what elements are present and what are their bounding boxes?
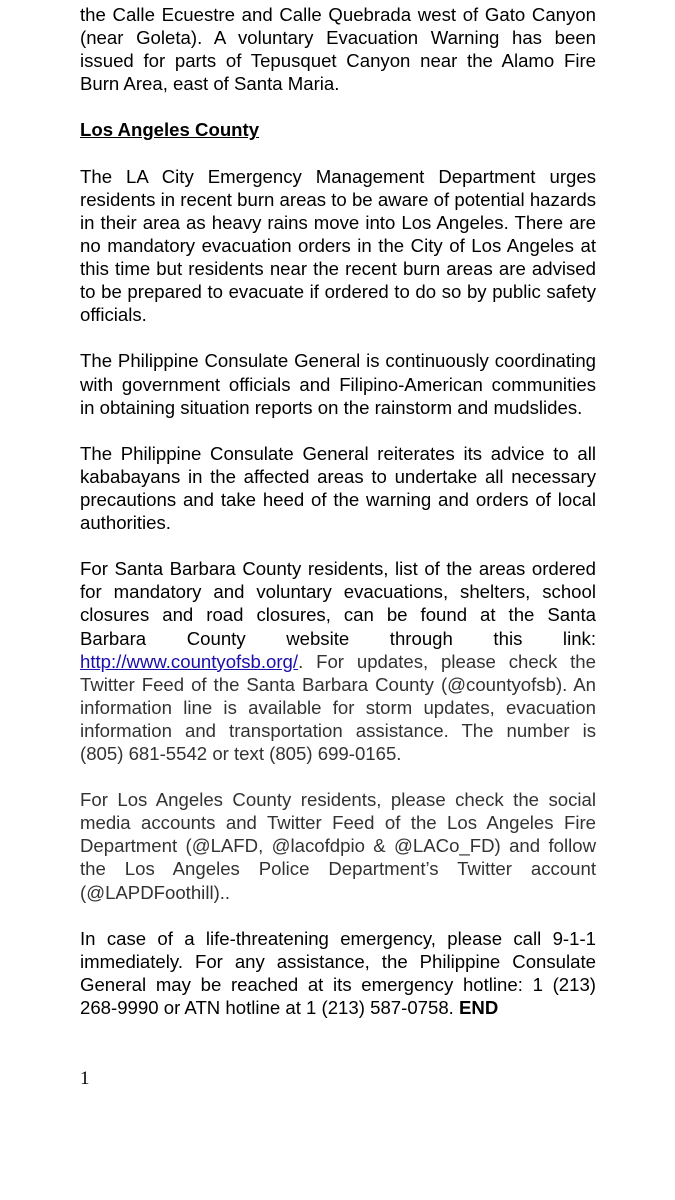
santa-barbara-text-before-link: For Santa Barbara County residents, list of the areas ordered for mandatory and voluntary evacuations, shelters, school closures and road closures, can be found at the Santa Barbara County website through this link:: [80, 558, 596, 649]
santa-barbara-text-after-link: . For updates, please check the Twitter Feed of the Santa Barbara County (@countyofsb). An information line is available for storm updates, evacuation information and transportation assistance. The number is (805) 681-5542 or text (805) 699-0165.: [80, 650, 596, 764]
end-marker: END: [459, 997, 499, 1019]
la-city-emergency-paragraph: The LA City Emergency Management Department urges residents in recent burn areas to be aware of potential hazards in their area as heavy rains move into Los Angeles. There are no mandatory evacuation orders in the City of Los Angeles at this time but residents near the recent burn areas are advised to be prepared to evacuate if ordered to do so by public safety officials.: [80, 165, 596, 326]
los-angeles-residents-paragraph: For Los Angeles County residents, please check the social media accounts and Twitter Feed of the Los Angeles Fire Department (@LAFD, @lacofdpio & @LACo_FD) and follow the Los Angeles Police Department’s Twitter account (@LAPDFoothill)..: [80, 789, 596, 903]
santa-barbara-residents-paragraph: [80, 557, 596, 765]
emergency-paragraph: [80, 927, 596, 1019]
consulate-advice-paragraph: The Philippine Consulate General reiterates its advice to all kababayans in the affected areas to undertake all necessary precautions and take heed of the warning and orders of local authorities.: [80, 442, 596, 534]
los-angeles-county-heading: Los Angeles County: [80, 119, 260, 141]
section-heading-los-angeles-county: [80, 118, 596, 141]
emergency-text: In case of a life-threatening emergency, please call 9-1-1 immediately. For any assistance, the Philippine Consulate General may be reached at its emergency hotline: 1 (213) 268-9990 or ATN hotline at 1 (213) 587-0758.: [80, 927, 596, 1019]
document-body: [80, 3, 596, 1019]
countyofsb-link[interactable]: http://www.countyofsb.org/: [80, 650, 299, 672]
page-number: 1: [80, 1068, 90, 1089]
top-paragraph: the Calle Ecuestre and Calle Quebrada west of Gato Canyon (near Goleta). A voluntary Evacuation Warning has been issued for parts of Tepusquet Canyon near the Alamo Fire Burn Area, east of Santa Maria.: [80, 4, 596, 95]
consulate-coordination-paragraph: The Philippine Consulate General is continuously coordinating with government officials and Filipino-American communities in obtaining situation reports on the rainstorm and mudslides.: [80, 350, 596, 418]
